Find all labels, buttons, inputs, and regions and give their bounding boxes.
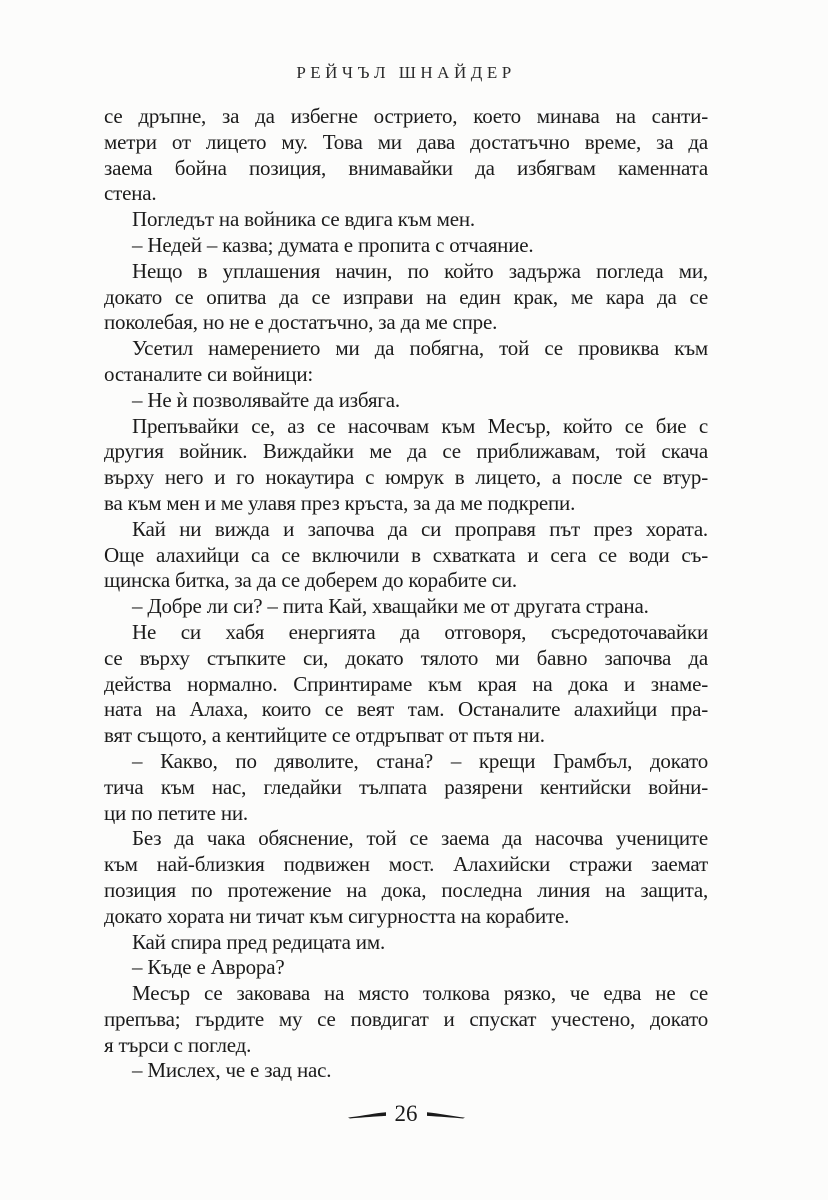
paragraph <box>104 955 708 981</box>
text-line: вят същото, а кентийците се отдръпват от пътя ни. <box>104 723 545 748</box>
text-line: се дръпне, за да избегне острието, което минава на санти- <box>104 104 708 128</box>
paragraph <box>104 233 708 259</box>
text-line: позиция по протежение на дока, последна линия на защита, <box>104 877 708 902</box>
text-line: тича към нас, гледайки тълпата разярени кентийски войни- <box>104 774 708 799</box>
text-line: – Мислех, че е зад нас. <box>132 1058 332 1083</box>
text-block <box>104 104 708 1084</box>
text-line: Препъвайки се, аз се насочвам към Месър, който се бие с <box>132 413 708 438</box>
text-line: Още алахийци са се включили в схватката и сега се води съ- <box>104 542 708 567</box>
text-line: Нещо в уплашения начин, по който задържа погледа ми, <box>132 258 708 283</box>
text-line: Кай спира пред редицата им. <box>132 929 385 954</box>
text-line: действа нормално. Спринтираме към края на дока и знаме- <box>104 671 708 696</box>
text-line: ци по петите ни. <box>104 800 248 825</box>
text-line: заема бойна позиция, внимавайки да избягвам каменната <box>104 155 708 180</box>
paragraph <box>104 336 708 388</box>
text-line: към най-близкия подвижен мост. Алахийски стражи заемат <box>104 852 708 877</box>
text-line: ната на Алаха, които се веят там. Останалите алахийци пра- <box>104 697 708 722</box>
text-line: препъва; гърдите му се повдигат и спускат учестено, докато <box>104 1006 708 1031</box>
paragraph <box>104 620 708 749</box>
paragraph <box>104 930 708 956</box>
text-line: – Какво, по дяволите, стана? – крещи Грамбъл, докато <box>132 748 708 773</box>
text-line: Без да чака обяснение, той се заема да насочва учениците <box>132 826 708 851</box>
text-line: – Недей – казва; думата е пропита с отчаяние. <box>132 232 534 257</box>
text-line: Кай ни вижда и започва да си проправя път през хората. <box>132 516 708 541</box>
text-line: – Добре ли си? – пита Кай, хващайки ме от другата страна. <box>132 594 649 619</box>
text-line: върху него и го нокаутира с юмрук в лицето, а после се втур- <box>104 465 708 490</box>
running-header: РЕЙЧЪЛ ШНАЙДЕР <box>296 63 516 82</box>
tapered-dash-left-icon <box>348 1111 386 1120</box>
paragraph <box>104 104 708 207</box>
text-line: останалите си войници: <box>104 361 314 386</box>
text-line: докато се опитва да се изправи на един крак, ме кара да се <box>104 284 708 309</box>
text-line: Месър се заковава на място толкова рязко, че едва не се <box>132 981 708 1006</box>
text-line: – Не ѝ позволявайте да избяга. <box>132 387 400 412</box>
text-line: Не си хабя енергията да отговоря, съсредоточавайки <box>132 619 708 644</box>
text-line: докато хората ни тичат към сигурността на корабите. <box>104 903 570 928</box>
paragraph <box>104 981 708 1058</box>
paragraph <box>104 388 708 414</box>
text-line: поколебая, но не е достатъчно, за да ме спре. <box>104 310 498 335</box>
tapered-dash-right-icon <box>427 1111 465 1120</box>
text-line: ва към мен и ме улавя през кръста, за да ме подкрепи. <box>104 490 576 515</box>
text-line: я търси с поглед. <box>104 1032 252 1057</box>
text-line: – Къде е Аврора? <box>132 955 285 980</box>
text-line: Усетил намерението ми да побягна, той се провиква към <box>132 336 708 361</box>
paragraph <box>104 207 708 233</box>
paragraph <box>104 1058 708 1084</box>
paragraph <box>104 259 708 336</box>
text-line: щинска битка, за да се доберем до корабите си. <box>104 568 517 593</box>
page-footer <box>104 1100 708 1128</box>
text-line: стена. <box>104 181 157 206</box>
paragraph <box>104 826 708 929</box>
paragraph <box>104 414 708 517</box>
text-line: метри от лицето му. Това ми дава достатъчно време, за да <box>104 129 708 154</box>
paragraph <box>104 749 708 826</box>
page-number: 26 <box>394 1101 418 1126</box>
text-line: се върху стъпките си, докато тялото ми бавно започва да <box>104 645 708 670</box>
paragraph <box>104 594 708 620</box>
paragraph <box>104 517 708 594</box>
text-line: другия войник. Виждайки ме да се приближавам, той скача <box>104 439 708 464</box>
text-line: Погледът на войника се вдига към мен. <box>132 207 475 232</box>
